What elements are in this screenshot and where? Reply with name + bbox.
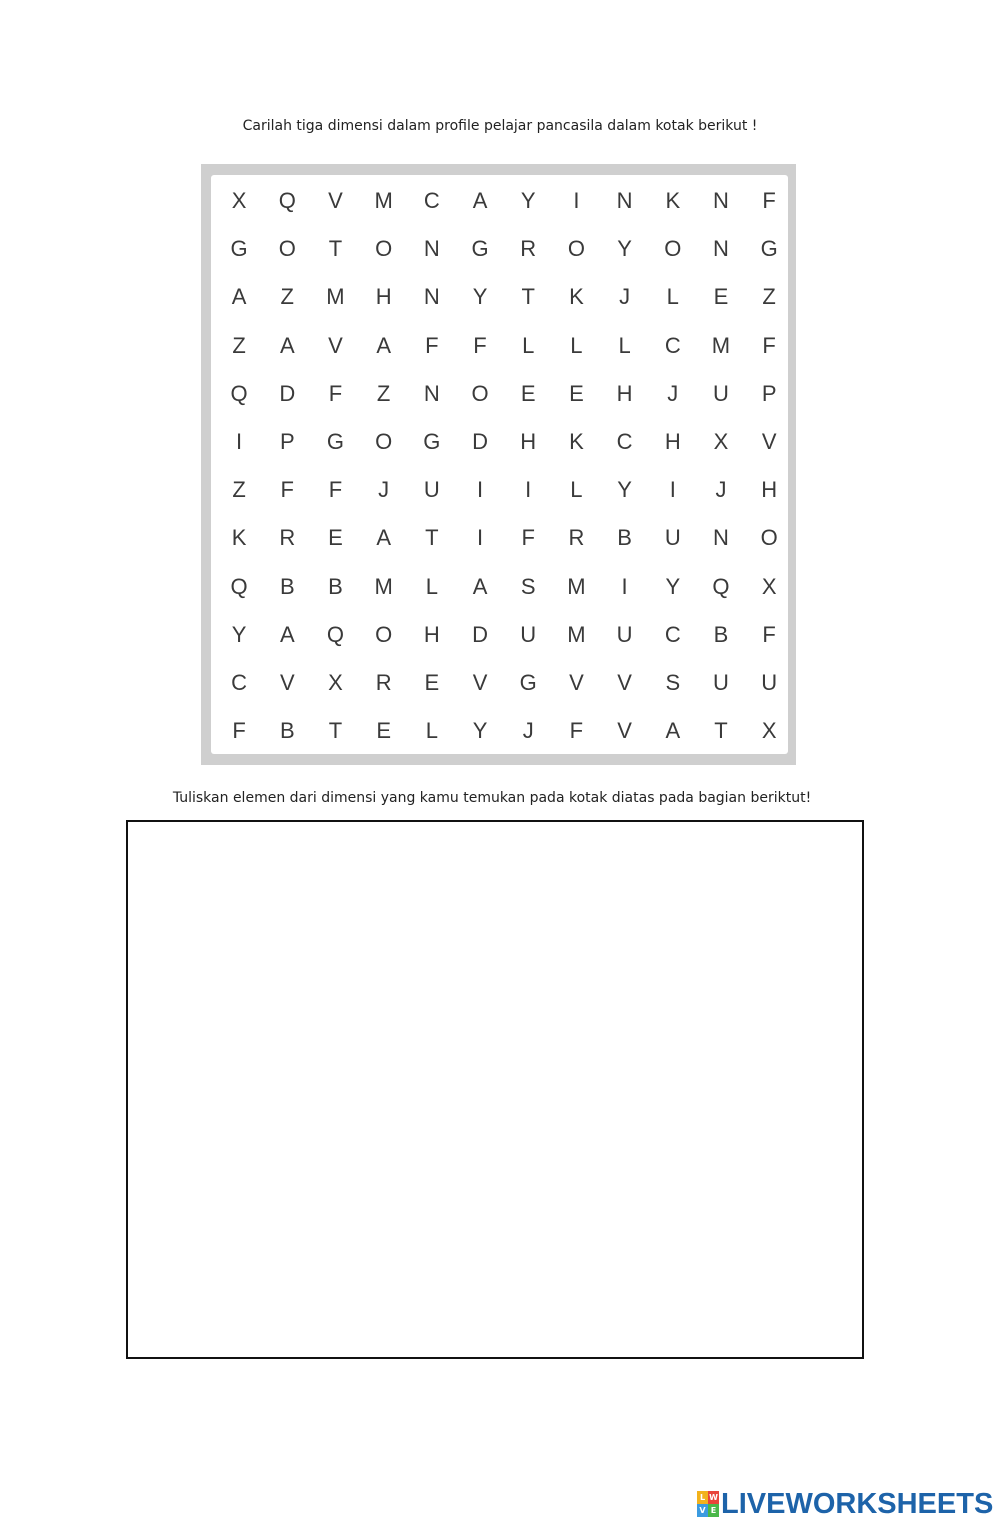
grid-cell[interactable]: T [328, 236, 343, 262]
grid-cell[interactable]: O [278, 236, 296, 262]
grid-cell[interactable]: H [375, 284, 392, 310]
grid-cell[interactable]: L [666, 284, 679, 310]
grid-cell[interactable]: M [567, 573, 586, 599]
grid-cell[interactable]: H [761, 477, 778, 503]
grid-cell[interactable]: A [279, 621, 295, 647]
word-search-board [211, 175, 788, 754]
grid-cell[interactable]: B [617, 525, 632, 551]
liveworksheets-logo [697, 1489, 993, 1519]
grid-cell[interactable]: N [713, 525, 729, 551]
grid-cell[interactable]: V [617, 718, 632, 744]
grid-cell[interactable]: E [713, 284, 729, 310]
grid-cell[interactable]: G [326, 429, 345, 455]
grid-cell[interactable]: G [519, 669, 537, 695]
grid-cell[interactable]: Q [230, 380, 248, 406]
grid-cell[interactable]: Q [230, 573, 248, 599]
grid-cell[interactable]: Z [232, 332, 246, 358]
grid-cell[interactable]: Y [617, 477, 632, 503]
grid-cell[interactable]: R [375, 669, 392, 695]
grid-cell[interactable]: X [328, 669, 343, 695]
grid-cell[interactable]: Y [231, 621, 247, 647]
grid-cell[interactable]: J [667, 380, 679, 406]
grid-cell[interactable]: X [713, 429, 729, 455]
grid-cell[interactable]: Q [278, 188, 296, 214]
grid-cell[interactable]: B [713, 621, 729, 647]
grid-cell[interactable]: J [378, 477, 390, 503]
grid-cell[interactable]: V [617, 669, 632, 695]
grid-cell[interactable]: V [569, 669, 584, 695]
grid-cell[interactable]: C [231, 669, 248, 695]
grid-cell[interactable]: F [521, 525, 535, 551]
logo-mark-letter: E [708, 1504, 719, 1517]
grid-cell[interactable]: D [472, 429, 488, 455]
grid-cell[interactable]: R [568, 525, 585, 551]
instruction-find-dimensions: Carilah tiga dimensi dalam profile pelajar pancasila dalam kotak berikut ! [242, 118, 758, 134]
liveworksheets-logo-icon [697, 1491, 719, 1517]
grid-cell[interactable]: E [328, 525, 343, 551]
grid-cell[interactable]: Y [472, 284, 488, 310]
grid-cell[interactable]: Y [520, 188, 536, 214]
grid-cell[interactable]: U [423, 477, 440, 503]
grid-cell[interactable]: O [375, 236, 393, 262]
answer-text-area[interactable] [126, 820, 864, 1359]
grid-cell[interactable]: O [471, 380, 489, 406]
grid-cell[interactable]: X [231, 188, 247, 214]
grid-cell[interactable]: L [425, 573, 438, 599]
grid-cell[interactable]: U [616, 621, 633, 647]
grid-cell[interactable]: V [761, 429, 777, 455]
grid-cell[interactable]: Z [376, 380, 391, 406]
grid-cell[interactable]: A [665, 718, 681, 744]
grid-cell[interactable]: H [423, 621, 440, 647]
grid-cell[interactable]: X [761, 573, 777, 599]
grid-cell[interactable]: U [713, 669, 729, 695]
grid-cell[interactable]: M [374, 188, 393, 214]
grid-cell[interactable]: U [520, 621, 537, 647]
grid-cell[interactable]: V [279, 669, 295, 695]
letter-grid [215, 177, 793, 755]
grid-cell[interactable]: M [326, 284, 345, 310]
grid-cell[interactable]: A [376, 332, 391, 358]
grid-cell[interactable]: D [279, 380, 296, 406]
grid-cell[interactable]: A [231, 284, 247, 310]
grid-cell[interactable]: F [280, 477, 294, 503]
grid-cell[interactable]: M [374, 573, 393, 599]
grid-cell[interactable]: C [664, 621, 681, 647]
grid-cell[interactable]: N [713, 236, 729, 262]
grid-cell[interactable]: B [279, 573, 295, 599]
grid-cell[interactable]: I [621, 573, 628, 599]
grid-cell[interactable]: F [762, 332, 776, 358]
grid-cell[interactable]: B [328, 573, 343, 599]
grid-cell[interactable]: Y [472, 718, 488, 744]
grid-cell[interactable]: Q [326, 621, 345, 647]
grid-cell[interactable]: G [230, 236, 248, 262]
grid-cell[interactable]: H [664, 429, 681, 455]
grid-cell[interactable]: O [375, 429, 393, 455]
logo-text: LIVEWORKSHEETS [721, 1487, 994, 1520]
grid-cell[interactable]: L [522, 332, 535, 358]
grid-cell[interactable]: F [473, 332, 487, 358]
grid-cell[interactable]: G [423, 429, 441, 455]
grid-cell[interactable]: J [522, 718, 534, 744]
logo-mark-letter: V [697, 1504, 708, 1517]
grid-cell[interactable]: C [616, 429, 633, 455]
grid-cell[interactable]: K [569, 429, 584, 455]
grid-cell[interactable]: I [669, 477, 676, 503]
grid-cell[interactable]: E [424, 669, 440, 695]
word-search-puzzle [201, 164, 796, 765]
grid-cell[interactable]: T [521, 284, 535, 310]
grid-cell[interactable]: Z [280, 284, 294, 310]
grid-cell[interactable]: H [520, 429, 537, 455]
grid-cell[interactable]: I [573, 188, 580, 214]
grid-cell[interactable]: I [476, 477, 484, 503]
grid-cell[interactable]: S [665, 669, 681, 695]
grid-cell[interactable]: T [425, 525, 439, 551]
grid-cell[interactable]: L [570, 332, 583, 358]
grid-cell[interactable]: L [425, 718, 438, 744]
grid-cell[interactable]: K [231, 525, 247, 551]
grid-cell[interactable]: E [520, 380, 536, 406]
instruction-write-elements: Tuliskan elemen dari dimensi yang kamu temukan pada kotak diatas pada bagian beriktut! [172, 790, 812, 806]
grid-cell[interactable]: P [279, 429, 295, 455]
grid-cell[interactable]: U [761, 669, 778, 695]
grid-cell[interactable]: Q [712, 573, 730, 599]
grid-cell[interactable]: U [713, 380, 729, 406]
grid-cell[interactable]: T [328, 718, 343, 744]
grid-cell[interactable]: O [567, 236, 585, 262]
grid-cell[interactable]: R [279, 525, 296, 551]
grid-cell[interactable]: O [760, 525, 778, 551]
grid-cell[interactable]: P [761, 380, 777, 406]
grid-cell[interactable]: J [619, 284, 631, 310]
grid-cell[interactable]: G [760, 236, 778, 262]
grid-cell[interactable]: I [525, 477, 532, 503]
grid-cell[interactable]: F [762, 188, 776, 214]
grid-cell[interactable]: A [376, 525, 391, 551]
grid-cell[interactable]: N [423, 284, 440, 310]
grid-cell[interactable]: C [423, 188, 440, 214]
grid-cell[interactable]: I [476, 525, 484, 551]
grid-cell[interactable]: R [520, 236, 537, 262]
grid-cell[interactable]: M [711, 332, 731, 358]
grid-cell[interactable]: A [279, 332, 295, 358]
grid-cell[interactable]: F [762, 621, 776, 647]
grid-cell[interactable]: X [761, 718, 777, 744]
grid-cell[interactable]: U [664, 525, 681, 551]
grid-cell[interactable]: E [376, 718, 391, 744]
grid-cell[interactable]: F [328, 380, 343, 406]
grid-cell[interactable]: F [328, 477, 343, 503]
grid-cell[interactable]: N [423, 380, 440, 406]
grid-cell[interactable]: Y [617, 236, 632, 262]
grid-cell[interactable]: O [375, 621, 393, 647]
grid-cell[interactable]: F [232, 718, 246, 744]
grid-cell[interactable]: K [665, 188, 681, 214]
grid-cell[interactable]: A [472, 188, 488, 214]
grid-cell[interactable]: H [616, 380, 633, 406]
grid-cell[interactable]: F [569, 718, 584, 744]
logo-mark-letter: L [697, 1491, 708, 1504]
grid-cell[interactable]: A [472, 573, 488, 599]
grid-cell[interactable]: Y [665, 573, 681, 599]
grid-cell[interactable]: Z [232, 477, 246, 503]
grid-cell[interactable]: N [713, 188, 729, 214]
grid-cell[interactable]: V [328, 332, 343, 358]
grid-cell[interactable]: V [472, 669, 488, 695]
grid-cell[interactable]: L [618, 332, 631, 358]
grid-cell[interactable]: Z [762, 284, 776, 310]
grid-cell[interactable]: N [616, 188, 633, 214]
grid-cell[interactable]: D [472, 621, 488, 647]
grid-cell[interactable]: F [425, 332, 439, 358]
grid-cell[interactable]: K [569, 284, 584, 310]
grid-cell[interactable]: S [520, 573, 536, 599]
grid-cell[interactable]: J [715, 477, 727, 503]
grid-cell[interactable]: T [714, 718, 728, 744]
grid-cell[interactable]: C [664, 332, 681, 358]
grid-cell[interactable]: L [570, 477, 583, 503]
grid-cell[interactable]: B [279, 718, 295, 744]
grid-cell[interactable]: E [569, 380, 584, 406]
grid-cell[interactable]: N [423, 236, 440, 262]
grid-cell[interactable]: O [664, 236, 682, 262]
grid-cell[interactable]: V [328, 188, 343, 214]
grid-cell[interactable]: I [236, 429, 243, 455]
grid-cell[interactable]: M [567, 621, 586, 647]
logo-mark-letter: W [709, 1493, 718, 1502]
grid-cell[interactable]: G [471, 236, 489, 262]
